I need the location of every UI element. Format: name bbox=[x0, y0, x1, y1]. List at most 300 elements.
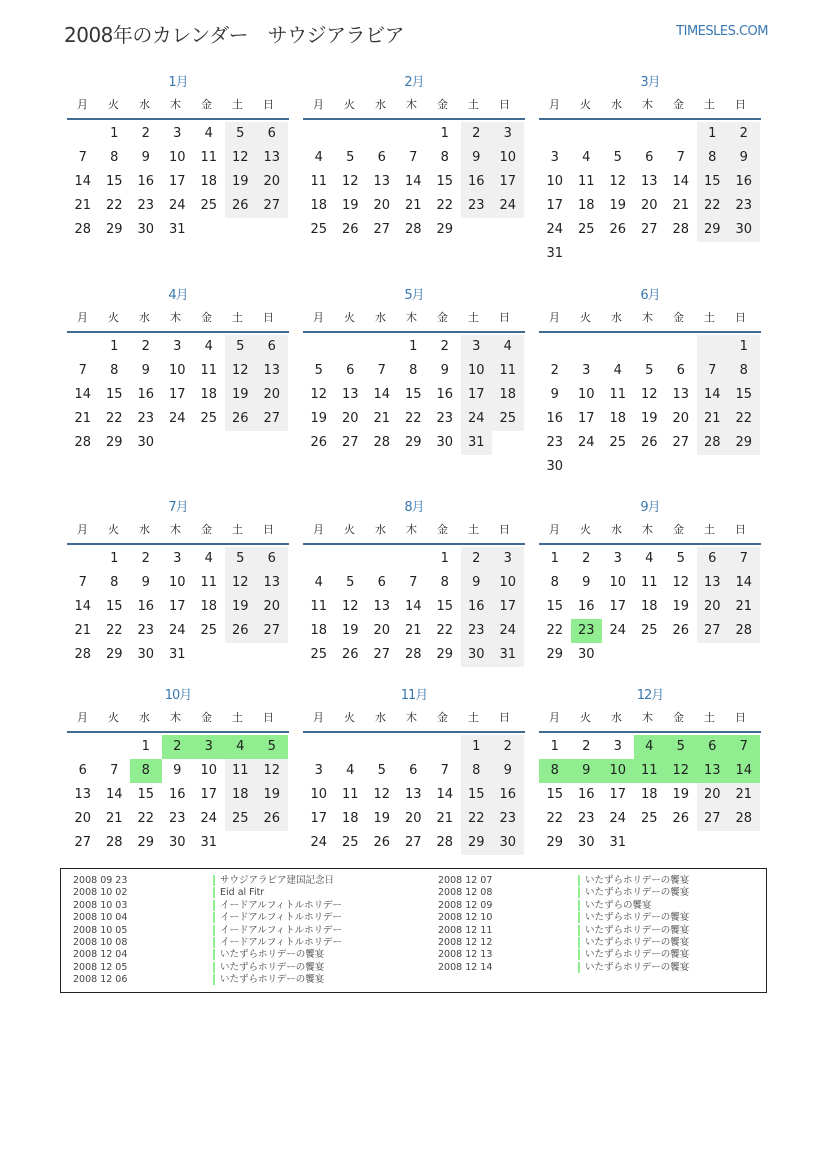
day-cell: 24 bbox=[546, 222, 564, 237]
day-cell: 15 bbox=[404, 387, 422, 402]
holiday-day-cell: 13 bbox=[697, 759, 729, 783]
empty-day-cell bbox=[99, 735, 131, 759]
day-cell: 6 bbox=[256, 547, 288, 571]
weekday-label: 月 bbox=[77, 98, 88, 111]
day-cell: 30 bbox=[461, 643, 493, 667]
day-cell: 12 bbox=[609, 174, 627, 189]
legend-row bbox=[73, 974, 342, 986]
day-cell: 13 bbox=[697, 571, 729, 595]
weekday-label: 木 bbox=[406, 98, 417, 111]
day-cell: 10 bbox=[546, 174, 564, 189]
day-cell: 15 bbox=[546, 599, 564, 614]
day-cell: 14 bbox=[672, 174, 690, 189]
day-cell: 22 bbox=[105, 411, 123, 426]
day-cell: 1 bbox=[697, 122, 729, 146]
day-cell: 27 bbox=[672, 435, 690, 450]
day-cell: 10 bbox=[492, 146, 524, 170]
day-cell: 9 bbox=[141, 363, 150, 378]
day-cell: 16 bbox=[728, 170, 760, 194]
legend-date: 2008 12 08 bbox=[438, 887, 493, 899]
day-cell: 20 bbox=[640, 198, 658, 213]
day-cell: 25 bbox=[200, 411, 218, 426]
weekday-label: 火 bbox=[344, 98, 355, 111]
day-cell: 7 bbox=[78, 150, 87, 165]
weekday-label: 日 bbox=[735, 98, 746, 111]
day-cell: 2 bbox=[141, 339, 150, 354]
weekday-label: 金 bbox=[673, 311, 684, 324]
day-cell: 18 bbox=[492, 383, 524, 407]
day-cell: 29 bbox=[728, 431, 760, 455]
day-cell: 23 bbox=[461, 194, 493, 218]
holiday-legend bbox=[60, 868, 767, 993]
day-cell: 19 bbox=[225, 383, 257, 407]
day-cell: 11 bbox=[577, 174, 595, 189]
day-cell: 20 bbox=[341, 411, 359, 426]
day-cell: 23 bbox=[492, 807, 524, 831]
day-cell: 19 bbox=[609, 198, 627, 213]
day-cell: 7 bbox=[409, 150, 418, 165]
legend-row bbox=[73, 887, 342, 899]
day-cell: 4 bbox=[204, 551, 213, 566]
day-grid bbox=[539, 335, 761, 479]
legend-holiday-name: いたずらホリデーの饗宴 bbox=[585, 936, 690, 948]
day-cell: 3 bbox=[613, 551, 622, 566]
month-name: 2月 bbox=[404, 75, 424, 90]
day-cell: 10 bbox=[168, 150, 186, 165]
day-cell: 19 bbox=[341, 198, 359, 213]
legend-holiday-name: イードアルフィトルホリデー bbox=[220, 899, 342, 911]
day-cell: 2 bbox=[728, 122, 760, 146]
day-cell: 9 bbox=[728, 146, 760, 170]
weekday-label: 金 bbox=[437, 98, 448, 111]
weekday-header bbox=[303, 707, 525, 733]
weekday-label: 水 bbox=[611, 523, 622, 536]
weekday-label: 木 bbox=[170, 523, 181, 536]
day-grid bbox=[67, 547, 289, 667]
day-cell: 16 bbox=[137, 174, 155, 189]
legend-holiday-name: いたずらホリデーの饗宴 bbox=[220, 949, 325, 961]
weekday-label: 火 bbox=[580, 523, 591, 536]
day-cell: 6 bbox=[697, 547, 729, 571]
holiday-day-cell: 7 bbox=[728, 735, 760, 759]
legend-row bbox=[438, 949, 689, 961]
day-cell: 15 bbox=[728, 383, 760, 407]
day-cell: 16 bbox=[168, 787, 186, 802]
day-cell: 22 bbox=[697, 194, 729, 218]
day-cell: 28 bbox=[672, 222, 690, 237]
day-cell: 15 bbox=[105, 387, 123, 402]
day-cell: 16 bbox=[461, 170, 493, 194]
weekday-label: 火 bbox=[344, 523, 355, 536]
day-cell: 12 bbox=[341, 599, 359, 614]
day-cell: 30 bbox=[137, 647, 155, 662]
day-cell: 1 bbox=[550, 551, 559, 566]
day-cell: 21 bbox=[105, 811, 123, 826]
day-cell: 13 bbox=[256, 359, 288, 383]
month-name: 5月 bbox=[404, 288, 424, 303]
day-cell: 2 bbox=[582, 551, 591, 566]
day-cell: 7 bbox=[78, 575, 87, 590]
holiday-marker bbox=[578, 875, 580, 886]
day-cell: 13 bbox=[373, 599, 391, 614]
day-cell: 17 bbox=[461, 383, 493, 407]
day-cell: 21 bbox=[672, 198, 690, 213]
day-cell: 7 bbox=[78, 363, 87, 378]
day-cell: 29 bbox=[436, 222, 454, 237]
weekday-label: 木 bbox=[170, 711, 181, 724]
weekday-label: 土 bbox=[704, 311, 715, 324]
day-cell: 14 bbox=[404, 174, 422, 189]
weekday-label: 日 bbox=[263, 98, 274, 111]
legend-date: 2008 10 02 bbox=[73, 887, 128, 899]
weekday-label: 水 bbox=[375, 523, 386, 536]
day-cell: 18 bbox=[200, 387, 218, 402]
legend-holiday-name: いたずらホリデーの饗宴 bbox=[585, 912, 690, 924]
day-cell: 15 bbox=[546, 787, 564, 802]
day-cell: 3 bbox=[173, 339, 182, 354]
empty-day-cell bbox=[634, 122, 666, 146]
day-cell: 21 bbox=[436, 811, 454, 826]
legend-date: 2008 10 05 bbox=[73, 924, 128, 936]
weekday-label: 水 bbox=[139, 523, 150, 536]
day-cell: 8 bbox=[110, 150, 119, 165]
day-cell: 24 bbox=[168, 411, 186, 426]
legend-date: 2008 12 13 bbox=[438, 949, 493, 961]
month-calendar bbox=[539, 685, 761, 855]
day-cell: 23 bbox=[137, 411, 155, 426]
day-cell: 30 bbox=[577, 647, 595, 662]
day-cell: 8 bbox=[440, 150, 449, 165]
day-cell: 23 bbox=[137, 623, 155, 638]
day-cell: 22 bbox=[728, 407, 760, 431]
day-cell: 21 bbox=[404, 623, 422, 638]
day-cell: 20 bbox=[373, 623, 391, 638]
weekday-header bbox=[539, 707, 761, 733]
day-grid bbox=[67, 735, 289, 855]
weekday-label: 木 bbox=[642, 98, 653, 111]
weekday-label: 水 bbox=[611, 711, 622, 724]
weekday-label: 土 bbox=[468, 523, 479, 536]
holiday-day-cell: 4 bbox=[225, 735, 257, 759]
day-cell: 5 bbox=[314, 363, 323, 378]
month-calendar bbox=[303, 72, 525, 242]
day-cell: 20 bbox=[256, 170, 288, 194]
weekday-label: 土 bbox=[468, 711, 479, 724]
day-cell: 3 bbox=[173, 551, 182, 566]
weekday-header bbox=[303, 519, 525, 545]
empty-day-cell bbox=[335, 735, 367, 759]
weekday-label: 火 bbox=[580, 98, 591, 111]
month-calendar bbox=[539, 285, 761, 479]
day-cell: 12 bbox=[225, 571, 257, 595]
empty-day-cell bbox=[429, 735, 461, 759]
legend-date: 2008 10 04 bbox=[73, 912, 128, 924]
empty-day-cell bbox=[571, 122, 603, 146]
day-cell: 28 bbox=[728, 619, 760, 643]
day-cell: 9 bbox=[550, 387, 559, 402]
day-grid bbox=[67, 122, 289, 242]
day-cell: 25 bbox=[200, 623, 218, 638]
site-link[interactable]: TIMESLES.COM bbox=[676, 24, 768, 39]
day-cell: 4 bbox=[645, 551, 654, 566]
holiday-marker bbox=[578, 937, 580, 948]
day-cell: 1 bbox=[110, 551, 119, 566]
day-cell: 23 bbox=[546, 435, 564, 450]
day-cell: 1 bbox=[550, 739, 559, 754]
day-cell: 20 bbox=[672, 411, 690, 426]
day-cell: 1 bbox=[440, 126, 449, 141]
day-cell: 27 bbox=[74, 835, 92, 850]
day-grid bbox=[303, 122, 525, 242]
empty-day-cell bbox=[303, 735, 335, 759]
legend-date: 2008 12 09 bbox=[438, 899, 493, 911]
month-calendar bbox=[67, 285, 289, 455]
day-cell: 16 bbox=[577, 599, 595, 614]
legend-date: 2008 12 04 bbox=[73, 949, 128, 961]
day-cell: 16 bbox=[577, 787, 595, 802]
weekday-label: 水 bbox=[375, 98, 386, 111]
legend-date: 2008 10 03 bbox=[73, 899, 128, 911]
weekday-label: 水 bbox=[139, 711, 150, 724]
day-cell: 18 bbox=[609, 411, 627, 426]
day-cell: 22 bbox=[105, 198, 123, 213]
weekday-label: 木 bbox=[406, 523, 417, 536]
empty-day-cell bbox=[303, 335, 335, 359]
day-cell: 17 bbox=[168, 599, 186, 614]
day-cell: 23 bbox=[577, 811, 595, 826]
day-cell: 7 bbox=[110, 763, 119, 778]
day-cell: 5 bbox=[645, 363, 654, 378]
day-cell: 13 bbox=[74, 787, 92, 802]
weekday-label: 土 bbox=[232, 311, 243, 324]
day-cell: 30 bbox=[577, 835, 595, 850]
empty-day-cell bbox=[539, 335, 571, 359]
day-cell: 23 bbox=[168, 811, 186, 826]
day-cell: 17 bbox=[168, 387, 186, 402]
day-cell: 28 bbox=[74, 222, 92, 237]
day-cell: 11 bbox=[310, 599, 328, 614]
day-cell: 10 bbox=[168, 363, 186, 378]
day-cell: 30 bbox=[137, 222, 155, 237]
day-cell: 4 bbox=[204, 126, 213, 141]
day-cell: 27 bbox=[697, 619, 729, 643]
weekday-label: 日 bbox=[499, 311, 510, 324]
holiday-day-cell: 5 bbox=[256, 735, 288, 759]
weekday-label: 水 bbox=[139, 311, 150, 324]
weekday-label: 日 bbox=[499, 98, 510, 111]
day-cell: 22 bbox=[461, 807, 493, 831]
day-cell: 18 bbox=[225, 783, 257, 807]
weekday-label: 土 bbox=[704, 98, 715, 111]
weekday-label: 火 bbox=[108, 711, 119, 724]
day-cell: 28 bbox=[728, 807, 760, 831]
empty-day-cell bbox=[665, 122, 697, 146]
weekday-label: 月 bbox=[77, 311, 88, 324]
empty-day-cell bbox=[335, 335, 367, 359]
day-grid bbox=[67, 335, 289, 455]
day-cell: 30 bbox=[137, 435, 155, 450]
day-cell: 3 bbox=[314, 763, 323, 778]
legend-holiday-name: イードアルフィトルホリデー bbox=[220, 936, 342, 948]
legend-holiday-name: いたずらホリデーの饗宴 bbox=[585, 887, 690, 899]
legend-row bbox=[438, 875, 689, 887]
holiday-marker bbox=[578, 887, 580, 898]
weekday-label: 月 bbox=[77, 711, 88, 724]
day-cell: 19 bbox=[373, 811, 391, 826]
month-calendar bbox=[539, 497, 761, 667]
day-cell: 13 bbox=[341, 387, 359, 402]
holiday-marker bbox=[213, 937, 215, 948]
empty-day-cell bbox=[571, 335, 603, 359]
holiday-day-cell: 8 bbox=[539, 759, 571, 783]
day-cell: 9 bbox=[461, 571, 493, 595]
day-cell: 7 bbox=[409, 575, 418, 590]
day-cell: 14 bbox=[74, 387, 92, 402]
day-cell: 31 bbox=[609, 835, 627, 850]
day-cell: 3 bbox=[492, 547, 524, 571]
day-cell: 28 bbox=[105, 835, 123, 850]
day-cell: 15 bbox=[697, 170, 729, 194]
day-cell: 4 bbox=[582, 150, 591, 165]
holiday-marker bbox=[213, 962, 215, 973]
weekday-header bbox=[67, 707, 289, 733]
day-grid bbox=[539, 735, 761, 855]
day-cell: 6 bbox=[676, 363, 685, 378]
weekday-header bbox=[303, 94, 525, 120]
day-cell: 1 bbox=[440, 551, 449, 566]
day-cell: 12 bbox=[310, 387, 328, 402]
day-cell: 5 bbox=[346, 575, 355, 590]
empty-day-cell bbox=[303, 547, 335, 571]
day-cell: 2 bbox=[492, 735, 524, 759]
day-cell: 21 bbox=[728, 595, 760, 619]
day-cell: 28 bbox=[404, 647, 422, 662]
day-cell: 14 bbox=[373, 387, 391, 402]
day-cell: 29 bbox=[137, 835, 155, 850]
day-cell: 16 bbox=[546, 411, 564, 426]
day-cell: 11 bbox=[310, 174, 328, 189]
day-cell: 14 bbox=[436, 787, 454, 802]
day-cell: 15 bbox=[105, 599, 123, 614]
day-cell: 16 bbox=[137, 387, 155, 402]
day-cell: 9 bbox=[173, 763, 182, 778]
day-cell: 31 bbox=[546, 246, 564, 261]
day-cell: 27 bbox=[373, 647, 391, 662]
weekday-label: 木 bbox=[170, 98, 181, 111]
day-cell: 30 bbox=[728, 218, 760, 242]
day-cell: 20 bbox=[404, 811, 422, 826]
day-cell: 3 bbox=[173, 126, 182, 141]
legend-holiday-name: イードアルフィトルホリデー bbox=[220, 912, 342, 924]
weekday-label: 木 bbox=[642, 311, 653, 324]
holiday-marker bbox=[213, 887, 215, 898]
day-cell: 14 bbox=[74, 174, 92, 189]
day-cell: 22 bbox=[436, 198, 454, 213]
holiday-day-cell: 5 bbox=[665, 735, 697, 759]
day-cell: 29 bbox=[697, 218, 729, 242]
day-cell: 27 bbox=[373, 222, 391, 237]
month-calendar bbox=[539, 72, 761, 266]
day-grid bbox=[303, 335, 525, 455]
weekday-label: 月 bbox=[549, 311, 560, 324]
weekday-header bbox=[539, 307, 761, 333]
day-cell: 16 bbox=[461, 595, 493, 619]
day-cell: 10 bbox=[168, 575, 186, 590]
day-cell: 6 bbox=[645, 150, 654, 165]
weekday-header bbox=[303, 307, 525, 333]
day-cell: 24 bbox=[310, 835, 328, 850]
day-cell: 29 bbox=[461, 831, 493, 855]
holiday-marker bbox=[213, 900, 215, 911]
day-cell: 13 bbox=[640, 174, 658, 189]
day-cell: 9 bbox=[461, 146, 493, 170]
day-cell: 25 bbox=[640, 811, 658, 826]
day-cell: 8 bbox=[697, 146, 729, 170]
day-cell: 17 bbox=[492, 170, 524, 194]
day-cell: 7 bbox=[676, 150, 685, 165]
month-name: 10月 bbox=[164, 688, 192, 703]
day-cell: 2 bbox=[440, 339, 449, 354]
day-cell: 25 bbox=[200, 198, 218, 213]
legend-row bbox=[73, 875, 342, 887]
day-cell: 17 bbox=[577, 411, 595, 426]
day-cell: 21 bbox=[373, 411, 391, 426]
day-cell: 8 bbox=[728, 359, 760, 383]
day-cell: 22 bbox=[105, 623, 123, 638]
day-cell: 14 bbox=[105, 787, 123, 802]
weekday-label: 土 bbox=[468, 98, 479, 111]
holiday-day-cell: 9 bbox=[571, 759, 603, 783]
day-cell: 15 bbox=[461, 783, 493, 807]
empty-day-cell bbox=[697, 335, 729, 359]
day-cell: 31 bbox=[461, 431, 493, 455]
legend-holiday-name: いたずらホリデーの饗宴 bbox=[585, 875, 690, 886]
day-cell: 17 bbox=[492, 595, 524, 619]
day-cell: 9 bbox=[492, 759, 524, 783]
day-cell: 26 bbox=[341, 222, 359, 237]
day-cell: 13 bbox=[256, 146, 288, 170]
holiday-day-cell: 2 bbox=[162, 735, 194, 759]
weekday-label: 金 bbox=[201, 98, 212, 111]
legend-row bbox=[438, 912, 689, 924]
day-cell: 15 bbox=[137, 787, 155, 802]
day-cell: 21 bbox=[74, 198, 92, 213]
legend-holiday-name: いたずらホリデーの饗宴 bbox=[220, 961, 325, 973]
weekday-label: 金 bbox=[673, 711, 684, 724]
day-cell: 4 bbox=[492, 335, 524, 359]
weekday-label: 火 bbox=[580, 711, 591, 724]
holiday-day-cell: 8 bbox=[130, 759, 162, 783]
day-cell: 13 bbox=[672, 387, 690, 402]
weekday-label: 月 bbox=[313, 711, 324, 724]
day-cell: 23 bbox=[436, 411, 454, 426]
weekday-label: 月 bbox=[77, 523, 88, 536]
holiday-marker bbox=[213, 974, 215, 985]
day-cell: 15 bbox=[436, 174, 454, 189]
day-cell: 22 bbox=[546, 623, 564, 638]
day-cell: 30 bbox=[168, 835, 186, 850]
month-name: 11月 bbox=[400, 688, 428, 703]
legend-holiday-name: Eid al Fitr bbox=[220, 887, 265, 899]
legend-holiday-name: いたずらホリデーの饗宴 bbox=[585, 961, 690, 973]
day-cell: 17 bbox=[609, 787, 627, 802]
legend-row bbox=[73, 900, 342, 912]
day-cell: 25 bbox=[609, 435, 627, 450]
day-cell: 7 bbox=[440, 763, 449, 778]
day-cell: 21 bbox=[74, 623, 92, 638]
day-cell: 2 bbox=[550, 363, 559, 378]
day-cell: 31 bbox=[200, 835, 218, 850]
